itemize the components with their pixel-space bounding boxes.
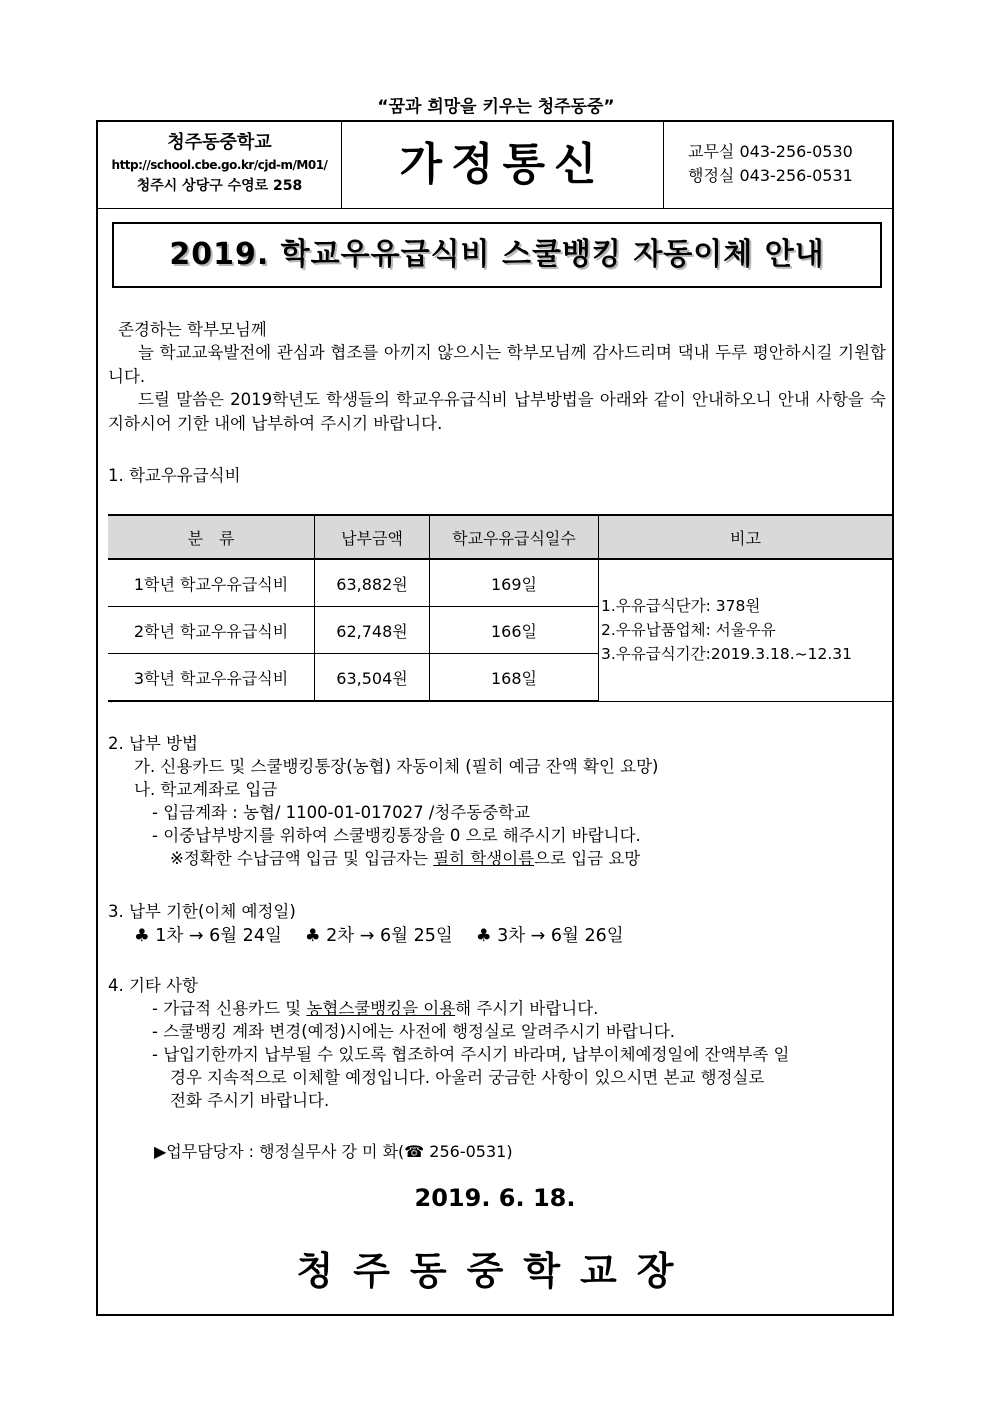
document-title-box [112, 222, 882, 288]
other-item-3-line-1: - 납입기한까지 납부될 수 있도록 협조하여 주시기 바라며, 납부이체예정일에 잔액부족 일 [152, 1045, 790, 1064]
section-2 [108, 732, 886, 870]
row-category: 2학년 학교우유급식비 [108, 607, 315, 654]
other-item-2: - 스쿨뱅킹 계좌 변경(예정)시에는 사전에 행정실로 알려주시기 바랍니다. [152, 1022, 676, 1041]
admin-office-phone: 행정실 043-256-0531 [688, 166, 853, 185]
section-1 [108, 464, 886, 487]
table-row [108, 559, 892, 607]
deposit-notice-text: ※정확한 수납금액 입금 및 입금자는 [170, 849, 434, 868]
other-item-3-line-3: 전화 주시기 바랍니다. [170, 1091, 330, 1110]
other-item-3-line-2: 경우 지속적으로 이체할 예정입니다. 아울러 궁금한 사항이 있으시면 본교 행정실로 [170, 1068, 765, 1087]
newsletter-title: 가정통신 [399, 139, 606, 190]
letterhead [98, 122, 892, 209]
school-info-cell [98, 122, 342, 208]
issue-date: 2019. 6. 18. [414, 1184, 576, 1212]
school-url: http://school.cbe.go.kr/cjd-m/M01/ [111, 158, 328, 172]
section-2-heading: 2. 납부 방법 [108, 734, 198, 753]
stray-mark: ` [108, 699, 114, 713]
school-address: 청주시 상당구 수영로 258 [136, 178, 303, 194]
remark-unit-price: 1.우유급식단가: 378원 [601, 597, 761, 616]
school-motto: “꿈과 희망을 키우는 청주동중” [377, 97, 615, 117]
remark-period: 3.우유급식기간:2019.3.18.~12.31 [601, 645, 853, 664]
principal-signature: 청주동중학교장 [296, 1249, 694, 1293]
deposit-notice [108, 847, 886, 870]
greeting: 존경하는 학부모님께 [118, 320, 267, 339]
row-days: 169일 [430, 559, 599, 607]
payment-schedule: ♣ 1차 → 6월 24일 ♣ 2차 → 6월 25일 ♣ 3차 → 6월 26일 [134, 926, 624, 946]
row-amount: 63,504원 [315, 654, 430, 702]
table-header-row [108, 515, 892, 559]
contact-person: ▶업무담당자 : 행정실무사 강 미 화(☎ 256-0531) [154, 1142, 513, 1161]
fee-table [108, 514, 892, 702]
row-amount: 63,882원 [315, 559, 430, 607]
office-contacts [664, 122, 892, 208]
other-item-1-text: - 가급적 신용카드 및 [152, 999, 307, 1018]
col-category: 분 류 [108, 515, 315, 559]
section-3 [108, 900, 886, 948]
col-remarks: 비고 [599, 515, 893, 559]
row-category: 1학년 학교우유급식비 [108, 559, 315, 607]
paragraph-1: 늘 학교교육발전에 관심과 협조를 아끼지 않으시는 학부모님께 감사드리며 댁내 두루 평안하시길 기원합니다. [108, 343, 886, 386]
document-title: 2019. 학교우유급식비 스쿨뱅킹 자동이체 안내 [169, 237, 825, 272]
academic-office-phone: 교무실 043-256-0530 [688, 142, 853, 161]
remarks-cell [599, 559, 893, 701]
other-item-1 [108, 997, 886, 1020]
col-amount: 납부금액 [315, 515, 430, 559]
payment-method-b: 나. 학교계좌로 입금 [134, 780, 278, 799]
deposit-notice-end: 으로 입금 요망 [534, 849, 641, 868]
other-item-1-end: 해 주시기 바랍니다. [455, 999, 599, 1018]
letter-body [108, 318, 886, 435]
payment-method-a: 가. 신용카드 및 스쿨뱅킹통장(농협) 자동이체 (필히 예금 잔액 확인 요망) [134, 757, 659, 776]
document-frame [96, 120, 894, 1316]
row-category: 3학년 학교우유급식비 [108, 654, 315, 702]
remark-supplier: 2.우유납품업체: 서울우유 [601, 621, 776, 640]
bank-account: - 입금계좌 : 농협/ 1100-01-017027 /청주동중학교 [152, 803, 531, 822]
row-days: 166일 [430, 607, 599, 654]
deposit-notice-emphasis: 필히 학생이름 [433, 849, 535, 868]
section-3-heading: 3. 납부 기한(이체 예정일) [108, 902, 296, 921]
row-amount: 62,748원 [315, 607, 430, 654]
newsletter-title-cell [342, 122, 664, 208]
section-1-heading: 1. 학교우유급식비 [108, 466, 241, 485]
col-days: 학교우유급식일수 [430, 515, 599, 559]
other-item-1-emphasis: 농협스쿨뱅킹을 이용 [306, 999, 456, 1018]
double-payment-note: - 이중납부방지를 위하여 스쿨뱅킹통장을 0 으로 해주시기 바랍니다. [152, 826, 641, 845]
paragraph-2: 드릴 말씀은 2019학년도 학생들의 학교우유급식비 납부방법을 아래와 같이 안내하오니 안내 사항을 숙지하시어 기한 내에 납부하여 주시기 바랍니다. [108, 390, 886, 433]
row-days: 168일 [430, 654, 599, 702]
section-4 [108, 974, 886, 1112]
section-4-heading: 4. 기타 사항 [108, 976, 198, 995]
school-name: 청주동중학교 [167, 132, 272, 153]
